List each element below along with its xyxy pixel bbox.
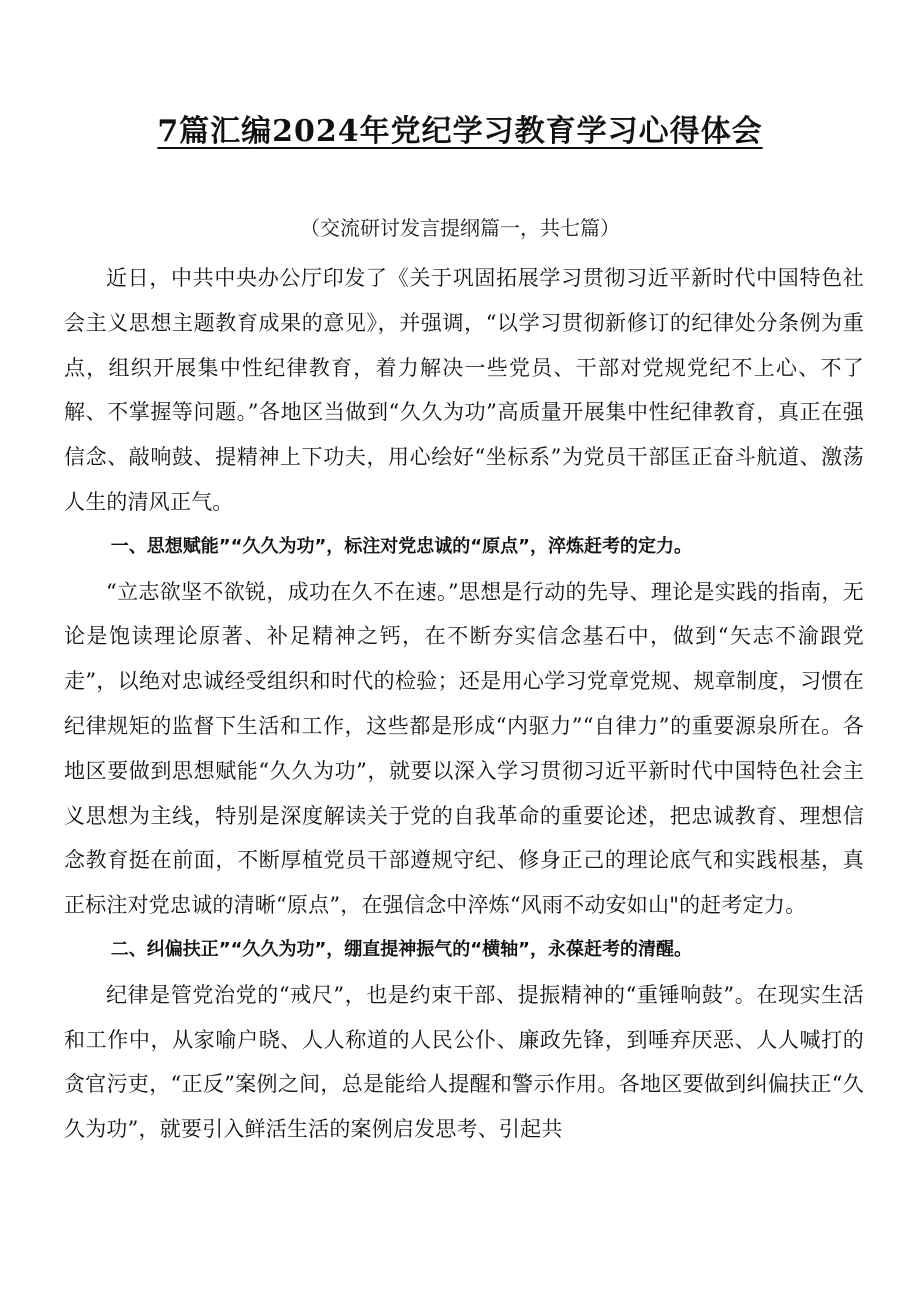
section-heading-2: 二、纠偏扶正”“久久为功”，绷直提神振气的“横轴”，永葆赶考的清醒。 bbox=[110, 938, 692, 960]
paragraph-intro: 近日，中共中央办公厅印发了《关于巩固拓展学习贯彻习近平新时代中国特色社会主义思想主题教育成果的意见》，并强调，“以学习贯彻新修订的纪律处分条例为重点，组织开展集中性纪律教育，着力解决一些党员、干部对党规党纪不上心、不了解、不掌握等问题。”各地区当做到“久久为功”高质量开展集中性纪律教育，真正在强信念、敲响鼓、提精神上下功夫，用心绘好“坐标系”为党员干部匡正奋斗航道、激荡人生的清风正气。 bbox=[64, 266, 864, 514]
document-title: 7篇汇编2024年党纪学习教育学习心得体会 bbox=[157, 114, 763, 149]
paragraph-section-1: “立志欲坚不欲锐，成功在久不在速。”思想是行动的先导、理论是实践的指南，无论是饱读理论原著、补足精神之钙，在不断夯实信念基石中，做到“矢志不渝跟党走”，以绝对忠诚经受组织和时代的检验；还是用心学习党章党规、规章制度，习惯在纪律规矩的监督下生活和工作，这些都是形成“内驱力”“自律力”的重要源泉所在。各地区要做到思想赋能“久久为功”，就要以深入学习贯彻习近平新时代中国特色社会主义思想为主线，特别是深度解读关于党的自我革命的重要论述，把忠诚教育、理想信念教育挺在前面，不断厚植党员干部遵规守纪、修身正己的理论底气和实践根基，真正标注对党忠诚的清晰“原点”，在强信念中淬炼“风雨不动安如山"的赶考定力。 bbox=[64, 579, 864, 918]
section-heading-1: 一、思想赋能”“久久为功”，标注对党忠诚的“原点”，淬炼赶考的定力。 bbox=[110, 535, 692, 557]
paragraph-section-2: 纪律是管党治党的“戒尺”，也是约束干部、提振精神的“重锤响鼓”。在现实生活和工作中，从家喻户晓、人人称道的人民公仆、廉政先锋，到唾弃厌恶、人人喊打的贪官污吏，“正反”案例之间，总是能给人提醒和警示作用。各地区要做到纠偏扶正“久久为功”，就要引入鲜活生活的案例启发思考、引起共 bbox=[64, 982, 864, 1142]
document-body bbox=[64, 256, 864, 1152]
document-subtitle: （交流研讨发言提纲篇一，共七篇） bbox=[300, 216, 620, 240]
